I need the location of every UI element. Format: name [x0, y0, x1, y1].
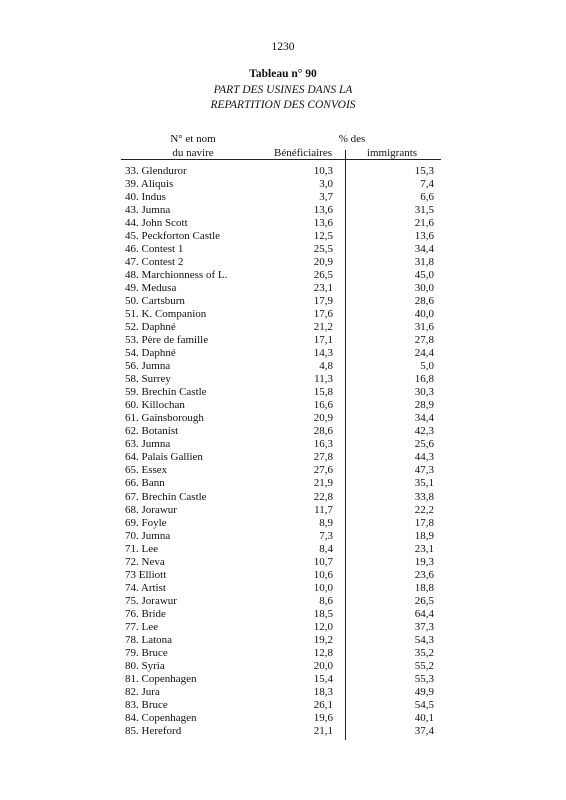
table-subtitle-line-1: PART DES USINES DANS LA [213, 84, 353, 96]
table-row [0, 556, 566, 569]
ship-name-cell: 82. Jura [125, 685, 160, 698]
beneficiaires-cell: 26,5 [313, 269, 333, 282]
ship-name-cell: 67. Brechin Castle [125, 490, 207, 503]
immigrants-cell: 6,6 [420, 191, 434, 204]
immigrants-column-header: immigrants [366, 147, 418, 159]
table-row [0, 204, 566, 217]
table-row [0, 282, 566, 295]
ship-name-cell: 52. Daphné [125, 321, 176, 334]
immigrants-cell: 35,1 [414, 477, 434, 490]
table-row [0, 647, 566, 660]
beneficiaires-cell: 10,7 [313, 555, 333, 568]
beneficiaires-cell: 12,0 [313, 620, 333, 633]
immigrants-cell: 33,8 [414, 490, 434, 503]
ship-name-cell: 73 Elliott [125, 568, 167, 581]
immigrants-cell: 35,2 [414, 646, 434, 659]
beneficiaires-cell: 18,5 [313, 607, 333, 620]
immigrants-cell: 28,6 [414, 295, 434, 308]
beneficiaires-cell: 12,5 [313, 230, 333, 243]
beneficiaires-cell: 19,6 [313, 711, 333, 724]
beneficiaires-cell: 12,8 [313, 646, 333, 659]
beneficiaires-cell: 10,3 [313, 165, 333, 177]
table-row [0, 217, 566, 230]
table-row [0, 360, 566, 373]
immigrants-cell: 16,8 [414, 373, 434, 386]
ship-name-cell: 39. Aliquis [125, 178, 174, 191]
immigrants-cell: 55,3 [414, 672, 434, 685]
ship-name-cell: 51. K. Companion [125, 308, 207, 321]
ship-name-cell: 59. Brechin Castle [125, 386, 207, 399]
ship-name-cell: 78. Latona [125, 633, 173, 646]
table-row [0, 334, 566, 347]
beneficiaires-cell: 8,6 [319, 594, 333, 607]
immigrants-cell: 30,0 [414, 282, 434, 295]
beneficiaires-cell: 22,8 [313, 490, 333, 503]
ship-name-cell: 53. Père de famille [125, 334, 209, 347]
ship-name-cell: 77. Lee [125, 620, 158, 633]
immigrants-cell: 15,3 [414, 165, 434, 177]
table-row [0, 582, 566, 595]
beneficiaires-cell: 28,6 [313, 425, 333, 438]
immigrants-cell: 23,6 [414, 568, 434, 581]
table-row [0, 595, 566, 608]
ship-column-header-line-2: du navire [172, 147, 214, 159]
table-row [0, 543, 566, 556]
table-row [0, 464, 566, 477]
table-row [0, 295, 566, 308]
ship-name-cell: 71. Lee [125, 542, 158, 555]
immigrants-cell: 37,3 [414, 620, 434, 633]
immigrants-cell: 54,3 [414, 633, 434, 646]
ship-name-cell: 54. Daphné [125, 347, 176, 360]
immigrants-cell: 31,6 [414, 321, 434, 334]
table-row [0, 386, 566, 399]
ship-name-cell: 44. John Scott [125, 217, 188, 230]
table-row [0, 569, 566, 582]
ship-name-cell: 46. Contest 1 [125, 243, 184, 256]
beneficiaires-cell: 18,3 [313, 685, 333, 698]
table-row [0, 712, 566, 725]
immigrants-cell: 31,5 [414, 204, 434, 217]
table-row [0, 321, 566, 334]
immigrants-cell: 34,4 [414, 412, 434, 425]
beneficiaires-cell: 21,9 [313, 477, 333, 490]
ship-name-cell: 75. Jorawur [125, 594, 177, 607]
immigrants-cell: 23,1 [414, 542, 434, 555]
beneficiaires-cell: 15,8 [313, 386, 333, 399]
beneficiaires-cell: 10,6 [313, 568, 333, 581]
ship-name-cell: 64. Palais Gallien [125, 451, 203, 464]
immigrants-cell: 42,3 [414, 425, 434, 438]
immigrants-cell: 7,4 [420, 178, 434, 191]
beneficiaires-cell: 17,9 [313, 295, 333, 308]
beneficiaires-cell: 23,1 [313, 282, 333, 295]
beneficiaires-cell: 20,0 [313, 659, 333, 672]
table-row [0, 308, 566, 321]
ship-name-cell: 66. Bann [125, 477, 165, 490]
beneficiaires-cell: 14,3 [313, 347, 333, 360]
beneficiaires-cell: 10,0 [313, 581, 333, 594]
ship-name-cell: 69. Foyle [125, 516, 167, 529]
ship-name-cell: 68. Jorawur [125, 503, 177, 516]
ship-name-cell: 40. Indus [125, 191, 166, 204]
table-row [0, 608, 566, 621]
beneficiaires-cell: 16,6 [313, 399, 333, 412]
beneficiaires-cell: 21,1 [313, 724, 333, 737]
ship-name-cell: 62. Botanist [125, 425, 179, 438]
table-row [0, 621, 566, 634]
table-row [0, 438, 566, 451]
immigrants-cell: 18,9 [414, 529, 434, 542]
immigrants-cell: 31,8 [414, 256, 434, 269]
table-row [0, 660, 566, 673]
table-row [0, 412, 566, 425]
table-row [0, 725, 566, 738]
beneficiaires-cell: 17,6 [313, 308, 333, 321]
table-row [0, 451, 566, 464]
immigrants-cell: 19,3 [414, 555, 434, 568]
ship-name-cell: 65. Essex [125, 464, 168, 477]
table-row [0, 230, 566, 243]
beneficiaires-cell: 27,8 [313, 451, 333, 464]
immigrants-cell: 25,6 [414, 438, 434, 451]
table-row [0, 477, 566, 490]
ship-column-header-line-1: N° et nom [170, 133, 216, 145]
immigrants-cell: 47,3 [414, 464, 434, 477]
beneficiaires-cell: 20,9 [313, 256, 333, 269]
ship-name-cell: 43. Jumna [125, 204, 171, 217]
ship-name-cell: 80. Syria [125, 659, 165, 672]
immigrants-cell: 40,0 [414, 308, 434, 321]
ship-name-cell: 79. Bruce [125, 646, 168, 659]
ship-name-cell: 83. Bruce [125, 698, 168, 711]
table-row [0, 243, 566, 256]
percent-group-header: % des [338, 133, 366, 145]
beneficiaires-cell: 21,2 [313, 321, 333, 334]
ship-name-cell: 85. Hereford [125, 724, 182, 737]
table-row [0, 269, 566, 282]
table-row [0, 347, 566, 360]
beneficiaires-cell: 4,8 [319, 360, 333, 373]
table-title: Tableau n° 90 [249, 68, 317, 80]
immigrants-cell: 30,3 [414, 386, 434, 399]
ship-name-cell: 56. Jumna [125, 360, 171, 373]
immigrants-cell: 18,8 [414, 581, 434, 594]
beneficiaires-cell: 17,1 [313, 334, 333, 347]
immigrants-cell: 40,1 [414, 711, 434, 724]
ship-name-cell: 61. Gainsborough [125, 412, 204, 425]
immigrants-cell: 22,2 [414, 503, 434, 516]
ship-name-cell: 63. Jumna [125, 438, 171, 451]
table-row [0, 399, 566, 412]
immigrants-cell: 27,8 [414, 334, 434, 347]
beneficiaires-cell: 15,4 [313, 672, 333, 685]
beneficiaires-cell: 11,3 [314, 373, 333, 386]
beneficiaires-cell: 8,9 [319, 516, 333, 529]
ship-name-cell: 60. Killochan [125, 399, 185, 412]
beneficiaires-cell: 16,3 [313, 438, 333, 451]
immigrants-cell: 26,5 [414, 594, 434, 607]
beneficiaires-cell: 11,7 [314, 503, 333, 516]
ship-name-cell: 72. Neva [125, 555, 165, 568]
table-row [0, 517, 566, 530]
beneficiaires-cell: 3,0 [319, 178, 333, 191]
table-row [0, 686, 566, 699]
immigrants-cell: 24,4 [414, 347, 434, 360]
immigrants-cell: 55,2 [414, 659, 434, 672]
beneficiaires-cell: 25,5 [313, 243, 333, 256]
immigrants-cell: 64,4 [414, 607, 434, 620]
table-row [0, 634, 566, 647]
table-row [0, 673, 566, 686]
immigrants-cell: 13,6 [414, 230, 434, 243]
beneficiaires-cell: 8,4 [319, 542, 333, 555]
page-number: 1230 [271, 41, 295, 53]
immigrants-cell: 28,9 [414, 399, 434, 412]
immigrants-cell: 21,6 [414, 217, 434, 230]
immigrants-cell: 54,5 [414, 698, 434, 711]
ship-name-cell: 45. Peckforton Castle [125, 230, 221, 243]
beneficiaires-column-header: Bénéficiaires [273, 147, 333, 159]
beneficiaires-cell: 13,6 [313, 217, 333, 230]
immigrants-cell: 45,0 [414, 269, 434, 282]
immigrants-cell: 49,9 [414, 685, 434, 698]
ship-name-cell: 48. Marchionness of L. [125, 269, 228, 282]
table-row [0, 530, 566, 543]
immigrants-cell: 34,4 [414, 243, 434, 256]
beneficiaires-cell: 20,9 [313, 412, 333, 425]
ship-name-cell: 76. Bride [125, 607, 166, 620]
table-row [0, 191, 566, 204]
beneficiaires-cell: 7,3 [319, 529, 333, 542]
ship-name-cell: 70. Jumna [125, 529, 171, 542]
ship-name-cell: 81. Copenhagen [125, 672, 197, 685]
table-row [0, 178, 566, 191]
table-row [0, 165, 566, 178]
beneficiaires-cell: 27,6 [313, 464, 333, 477]
table-subtitle-line-2: REPARTITION DES CONVOIS [210, 99, 356, 111]
ship-name-cell: 50. Cartsburn [125, 295, 185, 308]
immigrants-cell: 44,3 [414, 451, 434, 464]
ship-name-cell: 47. Contest 2 [125, 256, 184, 269]
table-row [0, 491, 566, 504]
beneficiaires-cell: 3,7 [319, 191, 333, 204]
ship-name-cell: 74. Artist [125, 581, 166, 594]
table-row [0, 256, 566, 269]
beneficiaires-cell: 26,1 [313, 698, 333, 711]
table-row [0, 699, 566, 712]
beneficiaires-cell: 13,6 [313, 204, 333, 217]
immigrants-cell: 37,4 [414, 724, 434, 737]
immigrants-cell: 5,0 [420, 360, 434, 373]
table-row [0, 504, 566, 517]
beneficiaires-cell: 19,2 [313, 633, 333, 646]
ship-name-cell: 33. Glenduror [125, 165, 187, 177]
header-rule [121, 159, 441, 160]
table-row [0, 425, 566, 438]
ship-name-cell: 84. Copenhagen [125, 711, 197, 724]
ship-name-cell: 58. Surrey [125, 373, 171, 386]
ship-name-cell: 49. Medusa [125, 282, 177, 295]
table-row [0, 373, 566, 386]
immigrants-cell: 17,8 [414, 516, 434, 529]
